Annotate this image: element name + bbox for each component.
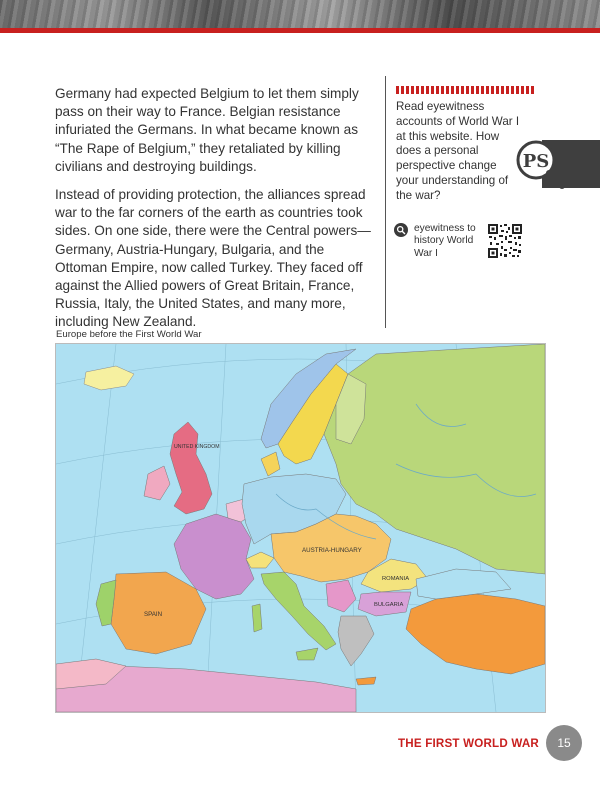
label-uk: UNITED KINGDOM <box>174 444 220 450</box>
label-spain: SPAIN <box>144 611 163 618</box>
column-divider <box>385 76 386 328</box>
eyewitness-link[interactable]: eyewitness to history World War I <box>414 223 476 259</box>
ps-badge-text: PS <box>522 151 550 172</box>
header-rule <box>0 28 600 33</box>
sidebar-dashed-strip <box>396 86 534 94</box>
sardinia-shape <box>252 604 262 632</box>
map-caption: Europe before the First World War <box>56 329 202 340</box>
label-bulgaria: BULGARIA <box>374 602 404 608</box>
paragraph-1: Germany had expected Belgium to let them simply pass on their way to France. Belgian resistance infuriated the Germans. In what became known as “The Rape of Belgium,” they retaliated by killing civilians and destroying buildings. <box>55 86 359 174</box>
search-icon[interactable] <box>394 223 408 237</box>
sidebar-prompt: Read eyewitness accounts of World War I at this website. How does a personal perspective change your understanding of the war? <box>396 100 520 202</box>
page-number: 15 <box>546 725 582 761</box>
header-banner-texture <box>0 0 600 28</box>
europe-map <box>55 343 546 713</box>
body-text <box>55 85 373 342</box>
paragraph-2: Instead of providing protection, the alliances spread war to the far corners of the earth as countries took sides. On one side, there were the Central powers—Germany, Austria-Hungary, Bulgaria, and the Ottoman Empire, now called Turkey. They faced off against the Allied powers of Great Britain, France, Russia, Italy, the United States, and many more, including New Zealand. <box>55 187 371 330</box>
label-austria-hungary: AUSTRIA-HUNGARY <box>302 547 362 554</box>
magnifier-ps-icon <box>514 138 566 190</box>
footer-title: THE FIRST WORLD WAR <box>398 737 539 750</box>
qr-code-icon[interactable] <box>487 223 523 259</box>
label-romania: ROMANIA <box>382 576 410 582</box>
